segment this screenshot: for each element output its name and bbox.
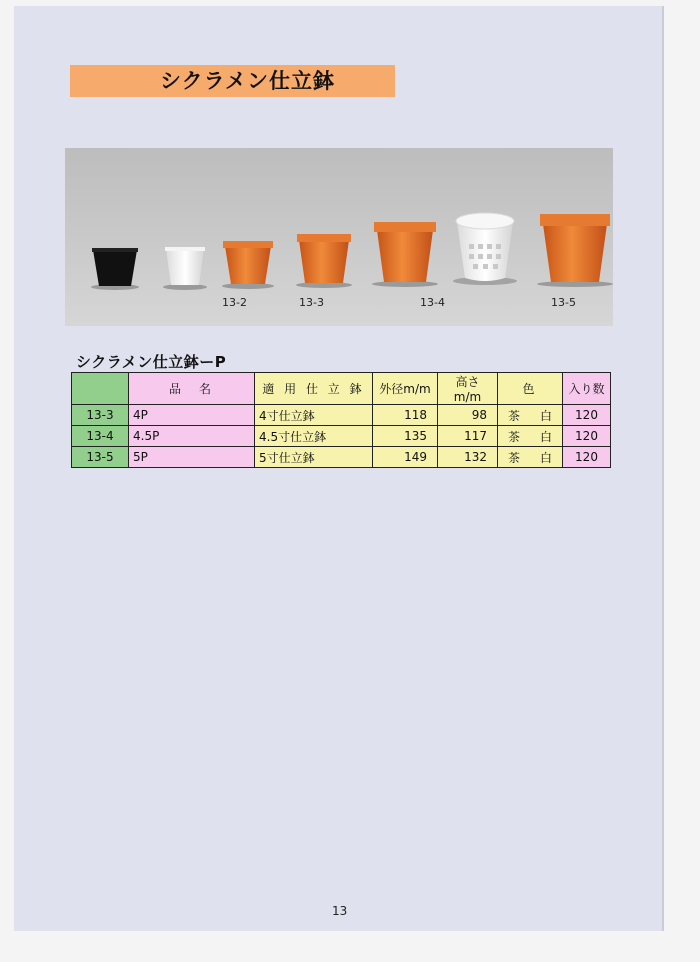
color-white: 白 — [539, 408, 552, 423]
color-white: 白 — [539, 450, 552, 465]
pot-label-13-4: 13-4 — [420, 296, 445, 309]
row-diameter: 135 — [373, 426, 438, 447]
table-row — [72, 447, 611, 468]
row-code: 13-5 — [72, 447, 129, 468]
row-qty: 120 — [563, 426, 611, 447]
row-qty: 120 — [563, 447, 611, 468]
header-height: 高さm/m — [438, 373, 498, 405]
row-code: 13-3 — [72, 405, 129, 426]
white-large-pot — [453, 213, 517, 285]
orange-pot-13-5 — [537, 214, 613, 287]
black-pot — [91, 248, 139, 290]
row-height: 98 — [438, 405, 498, 426]
spec-table — [71, 372, 611, 468]
row-code: 13-4 — [72, 426, 129, 447]
pots-illustration — [65, 148, 613, 326]
header-color: 色 — [498, 373, 563, 405]
orange-pot-13-3 — [296, 234, 352, 288]
row-diameter: 118 — [373, 405, 438, 426]
header-use: 適 用 仕 立 鉢 — [255, 373, 373, 405]
row-color — [498, 405, 563, 426]
row-color — [498, 447, 563, 468]
color-brown: 茶 — [508, 408, 521, 423]
header-name: 品 名 — [129, 373, 255, 405]
header-qty: 入り数 — [563, 373, 611, 405]
row-diameter: 149 — [373, 447, 438, 468]
color-white: 白 — [539, 429, 552, 444]
page-number: 13 — [332, 904, 348, 918]
row-use: 5寸仕立鉢 — [255, 447, 373, 468]
pot-label-13-3: 13-3 — [299, 296, 324, 309]
row-height: 117 — [438, 426, 498, 447]
product-photo — [65, 148, 613, 326]
row-use: 4.5寸仕立鉢 — [255, 426, 373, 447]
table-header-row — [72, 373, 611, 405]
color-brown: 茶 — [508, 429, 521, 444]
table-row — [72, 426, 611, 447]
table-title: シクラメン仕立鉢ーP — [76, 353, 227, 371]
white-small-pot — [163, 247, 207, 290]
pot-label-13-2: 13-2 — [222, 296, 247, 309]
table-row — [72, 405, 611, 426]
row-name: 4.5P — [129, 426, 255, 447]
header-code — [72, 373, 129, 405]
color-brown: 茶 — [508, 450, 521, 465]
pot-label-13-5: 13-5 — [551, 296, 576, 309]
row-name: 5P — [129, 447, 255, 468]
orange-pot-13-2 — [222, 241, 274, 289]
row-color — [498, 426, 563, 447]
orange-pot-13-4 — [372, 222, 438, 287]
row-name: 4P — [129, 405, 255, 426]
header-diameter: 外径m/m — [373, 373, 438, 405]
page-title: シクラメン仕立鉢 — [70, 65, 395, 97]
row-qty: 120 — [563, 405, 611, 426]
document-page — [14, 6, 664, 931]
row-use: 4寸仕立鉢 — [255, 405, 373, 426]
row-height: 132 — [438, 447, 498, 468]
